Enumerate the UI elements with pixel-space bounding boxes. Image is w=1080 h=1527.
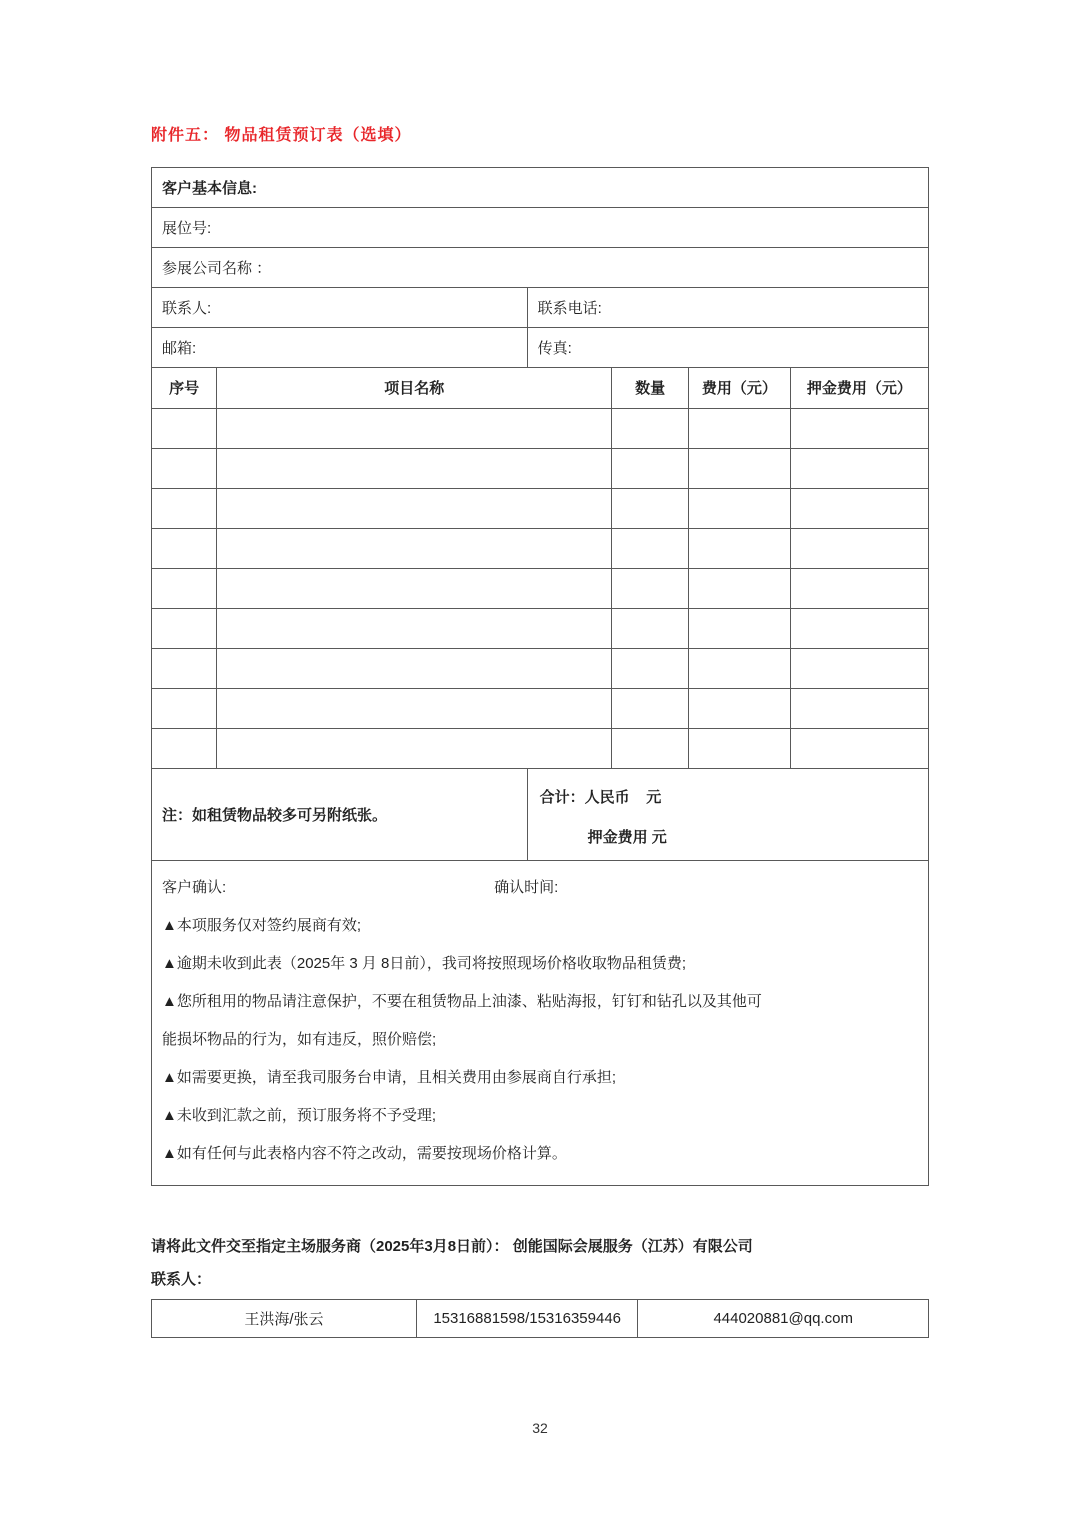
company-name-row <box>152 248 928 288</box>
empty-item-cell <box>790 648 928 688</box>
service-contact-table <box>151 1299 929 1338</box>
total-rmb-line: 合计：人民币 元 <box>539 788 662 806</box>
empty-item-cell <box>790 488 928 528</box>
empty-item-cell <box>612 608 689 648</box>
contact-phone-cell <box>528 288 928 327</box>
total-cell <box>528 769 928 860</box>
col-header-quantity: 数量 <box>612 368 689 408</box>
empty-item-cell <box>217 568 612 608</box>
page-title: 附件五： 物品租赁预订表（选填） <box>151 127 412 144</box>
col-header-fee: 费用（元） <box>689 368 791 408</box>
empty-item-row <box>152 528 928 568</box>
empty-item-cell <box>790 448 928 488</box>
empty-item-cell <box>790 608 928 648</box>
footer-section <box>151 1234 929 1338</box>
term-line: ▲如有任何与此表格内容不符之改动，需要按现场价格计算。 <box>162 1144 567 1162</box>
fax-label: 传真: <box>537 340 572 357</box>
empty-item-cell <box>689 568 791 608</box>
col-header-item-name: 项目名称 <box>217 368 612 408</box>
booth-number-label: 展位号: <box>162 220 212 237</box>
empty-item-cell <box>689 408 791 448</box>
term-line: ▲逾期未收到此表（2025年 3 月 8日前），我司将按照现场价格收取物品租赁费; <box>162 954 687 972</box>
empty-item-row <box>152 568 928 608</box>
confirmation-header-line <box>162 869 918 907</box>
items-table-header-row <box>152 368 928 408</box>
term-line: ▲本项服务仅对签约展商有效; <box>162 916 362 934</box>
empty-item-row <box>152 648 928 688</box>
document-sheet <box>151 0 929 1436</box>
confirmation-section <box>152 861 928 1185</box>
empty-item-cell <box>152 568 217 608</box>
contact-name-label: 联系人: <box>162 300 212 317</box>
note-total-row <box>152 769 928 861</box>
empty-item-cell <box>152 448 217 488</box>
term-line: ▲您所租用的物品请注意保护，不要在租赁物品上油漆、粘贴海报，钉钉和钻孔以及其他可 <box>162 992 762 1010</box>
rental-order-form <box>151 167 929 1186</box>
fax-cell <box>528 328 928 367</box>
empty-item-cell <box>689 488 791 528</box>
page-number: 32 <box>532 1419 548 1436</box>
empty-item-row <box>152 488 928 528</box>
email-fax-row <box>152 328 928 368</box>
empty-item-cell <box>689 608 791 648</box>
empty-item-cell <box>790 408 928 448</box>
empty-item-cell <box>612 648 689 688</box>
empty-item-cell <box>152 408 217 448</box>
contact-phone-row <box>152 288 928 328</box>
empty-item-cell <box>790 728 928 768</box>
empty-item-cell <box>217 488 612 528</box>
email-cell <box>152 328 528 367</box>
empty-item-row <box>152 728 928 768</box>
empty-item-cell <box>612 568 689 608</box>
empty-item-cell <box>152 688 217 728</box>
empty-item-cell <box>689 448 791 488</box>
col-header-deposit: 押金费用（元） <box>790 368 928 408</box>
service-contact-name: 王洪海/张云 <box>152 1299 417 1337</box>
empty-item-cell <box>217 448 612 488</box>
service-contact-phone: 15316881598/15316359446 <box>416 1299 637 1337</box>
empty-item-cell <box>152 728 217 768</box>
empty-item-cell <box>612 448 689 488</box>
empty-item-cell <box>217 408 612 448</box>
email-label: 邮箱: <box>162 340 197 357</box>
empty-item-cell <box>152 528 217 568</box>
empty-item-cell <box>152 648 217 688</box>
empty-item-cell <box>152 608 217 648</box>
empty-item-cell <box>217 688 612 728</box>
empty-item-row <box>152 448 928 488</box>
contact-name-cell <box>152 288 528 327</box>
submit-instruction: 请将此文件交至指定主场服务商（2025年3月8日前）： 创能国际会展服务（江苏）有限公司 <box>151 1237 753 1255</box>
empty-item-cell <box>217 528 612 568</box>
confirm-time-label: 确认时间: <box>494 878 559 896</box>
rental-items-table <box>152 368 928 769</box>
term-line: ▲未收到汇款之前，预订服务将不予受理; <box>162 1106 437 1124</box>
company-name-label: 参展公司名称 ： <box>162 260 272 277</box>
customer-info-header-row <box>152 168 928 208</box>
empty-item-cell <box>152 488 217 528</box>
empty-item-cell <box>217 608 612 648</box>
empty-item-cell <box>689 728 791 768</box>
empty-item-cell <box>689 528 791 568</box>
term-line: ▲如需要更换，请至我司服务台申请，且相关费用由参展商自行承担; <box>162 1068 617 1086</box>
contact-phone-label: 联系电话: <box>537 300 602 317</box>
service-contact-email: 444020881@qq.com <box>638 1299 929 1337</box>
booth-number-row <box>152 208 928 248</box>
total-deposit-line: 押金费用 元 <box>587 828 667 846</box>
empty-item-cell <box>612 488 689 528</box>
note-cell: 注：如租赁物品较多可另附纸张。 <box>152 769 528 860</box>
empty-item-cell <box>612 408 689 448</box>
empty-item-cell <box>689 688 791 728</box>
empty-item-cell <box>612 688 689 728</box>
empty-item-row <box>152 688 928 728</box>
empty-item-row <box>152 608 928 648</box>
footer-contact-label: 联系人： <box>151 1270 212 1288</box>
col-header-index: 序号 <box>152 368 217 408</box>
empty-item-cell <box>217 728 612 768</box>
empty-item-cell <box>790 528 928 568</box>
empty-item-cell <box>790 568 928 608</box>
empty-item-cell <box>689 648 791 688</box>
empty-item-cell <box>612 528 689 568</box>
customer-info-section-title: 客户基本信息: <box>162 180 257 197</box>
empty-item-cell <box>790 688 928 728</box>
empty-item-row <box>152 408 928 448</box>
customer-confirm-label: 客户确认: <box>162 878 227 896</box>
empty-item-cell <box>612 728 689 768</box>
terms-list <box>162 907 918 1173</box>
service-contact-row <box>152 1299 929 1337</box>
empty-item-cell <box>217 648 612 688</box>
term-line: 能损坏物品的行为，如有违反，照价赔偿; <box>162 1030 437 1048</box>
